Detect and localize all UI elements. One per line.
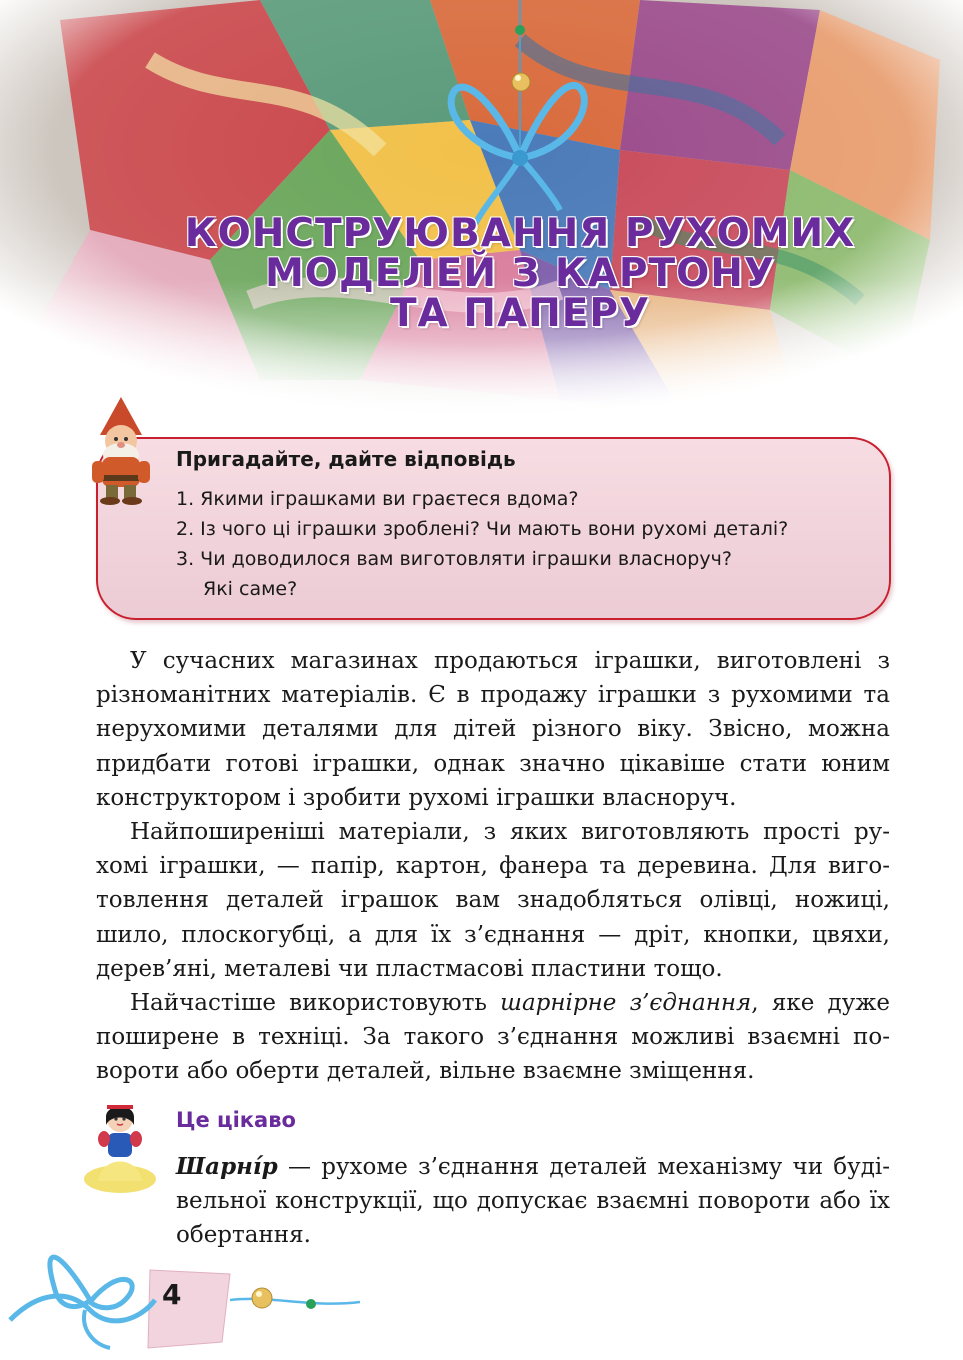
fact-term: Шарні́р (176, 1153, 278, 1180)
list-item: Які саме? (203, 578, 298, 600)
paragraph-text: , яке дуже поширене в техніці. За такого з’єднання можливі взаємні повороти або оберти деталей, вільне взаємне зміщення. (96, 990, 890, 1085)
paragraph (96, 986, 890, 1089)
emphasized-term: шарнірне з’єднання (500, 990, 752, 1017)
fact-heading: Це цікаво (176, 1108, 296, 1132)
body-text (96, 644, 890, 1089)
paragraph-text: Найчастіше використовують (130, 990, 501, 1017)
page-title (130, 211, 910, 336)
title-line: МОДЕЛЕЙ З КАРТОНУ (265, 251, 775, 296)
paragraph: У сучасних магазинах продаються іграшки, виготовлені з різноманітних матеріалів. Є в продажу іграшки з рухомими та нерухомими деталями для дітей різного віку. Звісно, можна придбати готові іграшки, однак значно цікавіше стати юним конструктором і зробити рухомі іграшки власноруч. (96, 648, 890, 811)
dwarf-character-icon (80, 395, 162, 505)
list-item: 3. Чи доводилося вам виготовляти іграшки власноруч? (176, 548, 732, 570)
list-item: 1. Якими іграшками ви граєтеся вдома? (176, 488, 579, 510)
recall-heading: Пригадайте, дайте відповідь (176, 447, 516, 471)
page-number: 4 (162, 1278, 182, 1311)
snow-white-character-icon (80, 1095, 160, 1195)
paragraph: Найпоширеніші матеріали, з яких виготовляють прості рухомі іграшки, — папір, картон, фанера та деревина. Для виготовлення деталей іграшок вам знадобляться олівці, ножиці, шило, плоскогубці, а для їх з’єднання — дріт, кнопки, цвяхи, дерев’яні, металеві чи пластмасові пластини тощо. (96, 819, 890, 982)
fact-definition: — рухоме з’єднання деталей механізму чи будівельної конструкції, що допускає взаємні повороти або їх обертання. (176, 1154, 890, 1248)
title-line: КОНСТРУЮВАННЯ РУХОМИХ (184, 211, 856, 256)
recall-list (176, 484, 876, 604)
list-item: 2. Із чого ці іграшки зроблені? Чи мають вони рухомі деталі? (176, 518, 789, 540)
title-line: ТА ПАПЕРУ (389, 291, 651, 336)
ribbon-footer-icon (0, 1230, 400, 1360)
